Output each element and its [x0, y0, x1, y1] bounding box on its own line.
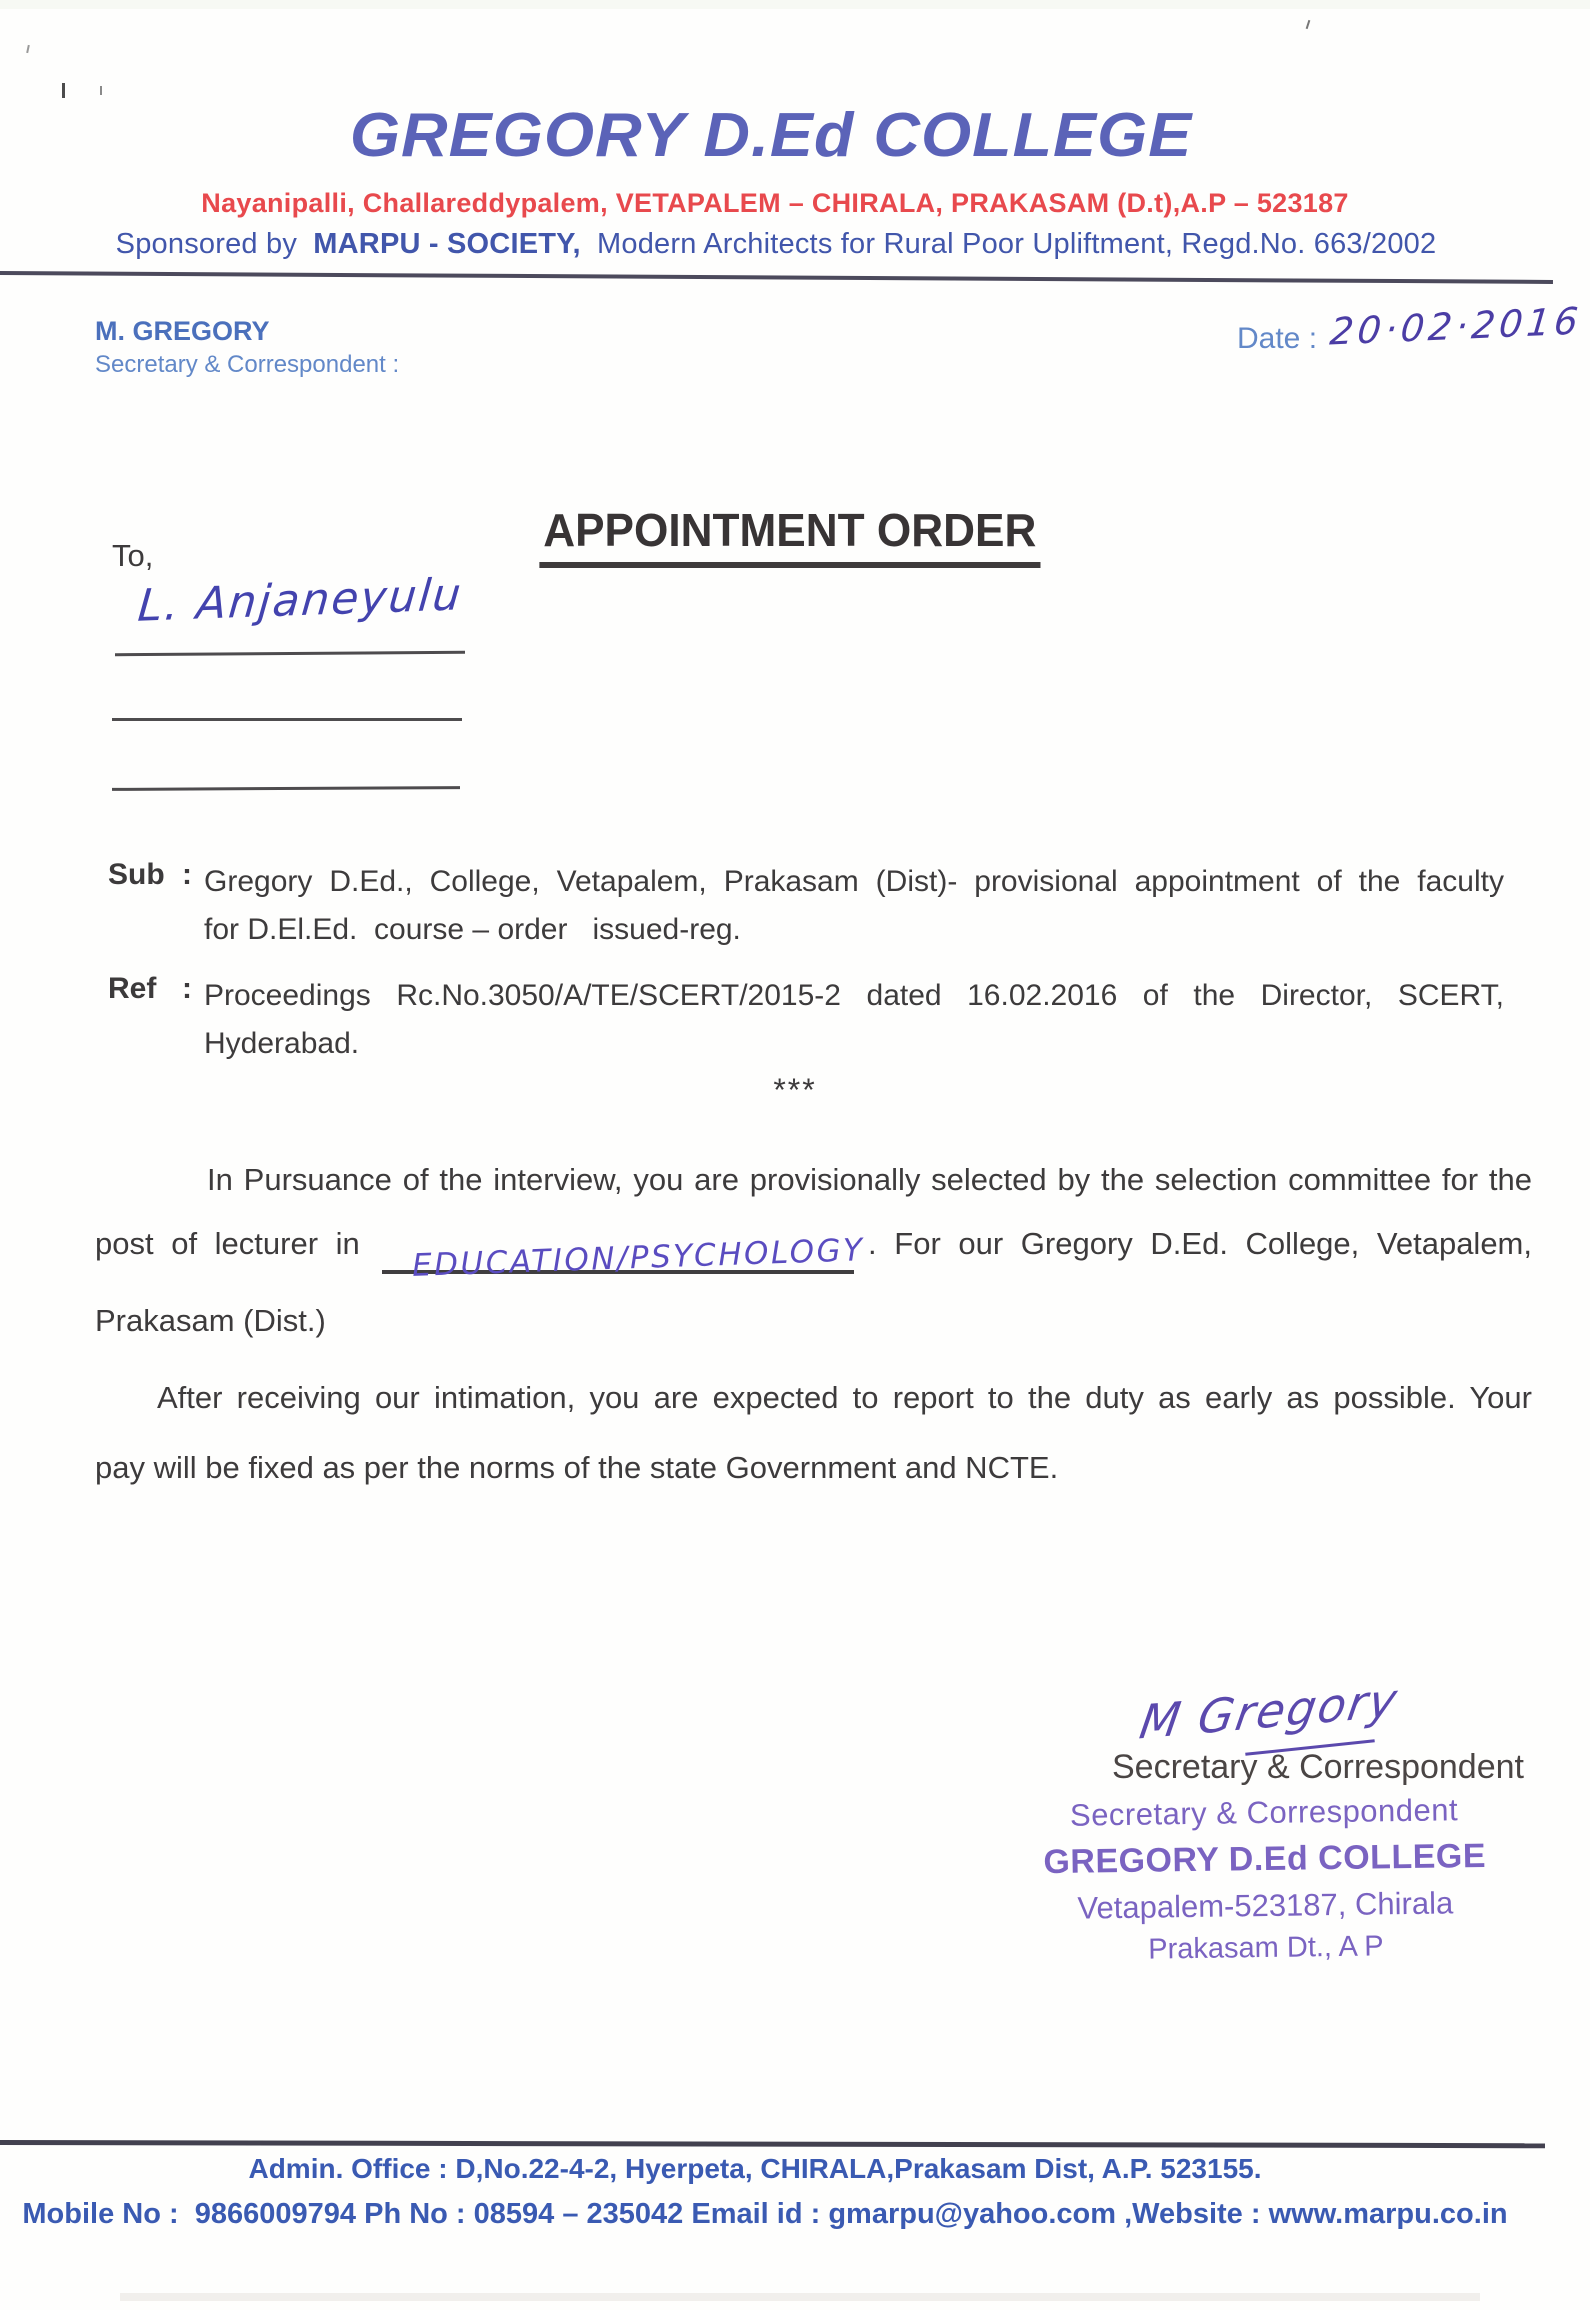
body-para1-line2-suffix: . For our Gregory D.Ed. College, Vetapalem,: [868, 1226, 1532, 1261]
body-para1-line2-prefix: post of lecturer in: [95, 1226, 360, 1261]
scan-edge-strip-top: [0, 0, 1590, 9]
scan-edge-strip-bottom: [120, 2293, 1480, 2301]
society-description: Modern Architects for Rural Poor Upliftment, Regd.No. 663/2002: [597, 228, 1437, 260]
signature-printed-title: Secretary & Correspondent: [1112, 1748, 1524, 1786]
reference-colon: :: [182, 972, 192, 1005]
subject-block: [108, 858, 1504, 954]
body-para1-line3: Prakasam (Dist.): [95, 1303, 326, 1338]
reference-line-2: Hyderabad.: [204, 1027, 360, 1060]
footer-divider-line: [0, 2140, 1545, 2148]
handwritten-signature: M Gregory: [1136, 1672, 1403, 1750]
scan-artifact: [1306, 20, 1311, 29]
college-name-heading: GREGORY D.Ed COLLEGE: [349, 101, 1193, 170]
subject-line-1: Gregory D.Ed., College, Vetapalem, Prakasam (Dist)- provisional appointment of the faculty: [204, 865, 1504, 898]
stamp-line-3: Vetapalem-523187, Chirala: [1077, 1885, 1454, 1926]
scan-artifact: [26, 45, 30, 53]
post-blank-field: [382, 1226, 865, 1284]
recipient-line-3: [112, 786, 460, 791]
sponsored-by-text: Sponsored by: [115, 228, 298, 260]
scan-artifact: [100, 86, 102, 95]
footer-contact-info: Mobile No : 9866009794 Ph No : 08594 – 235042 Email id : gmarpu@yahoo.com ,Website : www.marpu.co.in: [22, 2198, 1508, 2230]
section-separator-stars: ***: [773, 1072, 817, 1108]
society-name: MARPU - SOCIETY,: [313, 228, 581, 260]
to-label: To,: [112, 538, 154, 573]
document-title: APPOINTMENT ORDER: [539, 503, 1040, 568]
scan-artifact: [62, 83, 65, 98]
reference-block: [108, 972, 1504, 1068]
handwritten-date: 20·02·2016: [1328, 299, 1584, 354]
date-label: Date :: [1237, 322, 1318, 355]
reference-line-1: Proceedings Rc.No.3050/A/TE/SCERT/2015-2 dated 16.02.2016 of the Director, SCERT,: [204, 979, 1504, 1012]
subject-label: Sub: [108, 858, 165, 891]
sponsor-line: [0, 228, 1590, 261]
reference-content: [204, 972, 1504, 1068]
reference-label: Ref: [108, 972, 157, 1005]
body-para2-line2: pay will be fixed as per the norms of the state Government and NCTE.: [95, 1450, 1059, 1485]
sender-name: M. GREGORY: [95, 316, 270, 346]
header-divider-line: [0, 271, 1553, 284]
sender-title: Secretary & Correspondent :: [95, 351, 400, 378]
subject-line-2: for D.El.Ed. course – order issued-reg.: [204, 913, 741, 946]
footer-admin-office: Admin. Office : D,No.22-4-2, Hyerpeta, CHIRALA,Prakasam Dist, A.P. 523155.: [248, 2153, 1262, 2184]
recipient-line-2: [112, 718, 462, 721]
handwritten-post-value: EDUCATION/PSYCHOLOGY: [411, 1232, 865, 1284]
body-para2-line1: After receiving our intimation, you are expected to report to the duty as early as possible. Your: [157, 1380, 1532, 1415]
subject-content: [204, 858, 1504, 954]
body-para1-line1: In Pursuance of the interview, you are provisionally selected by the selection committee for the: [207, 1162, 1532, 1197]
handwritten-recipient-name: L. Anjaneyulu: [135, 569, 465, 632]
stamp-line-4: Prakasam Dt., A P: [1148, 1930, 1384, 1966]
stamp-line-2: GREGORY D.Ed COLLEGE: [1043, 1836, 1487, 1882]
recipient-line-1: [115, 651, 465, 656]
college-address-line: Nayanipalli, Challareddypalem, VETAPALEM – CHIRALA, PRAKASAM (D.t),A.P – 523187: [201, 188, 1349, 218]
subject-colon: :: [182, 858, 192, 891]
stamp-line-1: Secretary & Correspondent: [1069, 1792, 1459, 1833]
rubber-stamp: [1029, 1792, 1501, 1969]
body-para1-line2: [95, 1226, 1532, 1284]
